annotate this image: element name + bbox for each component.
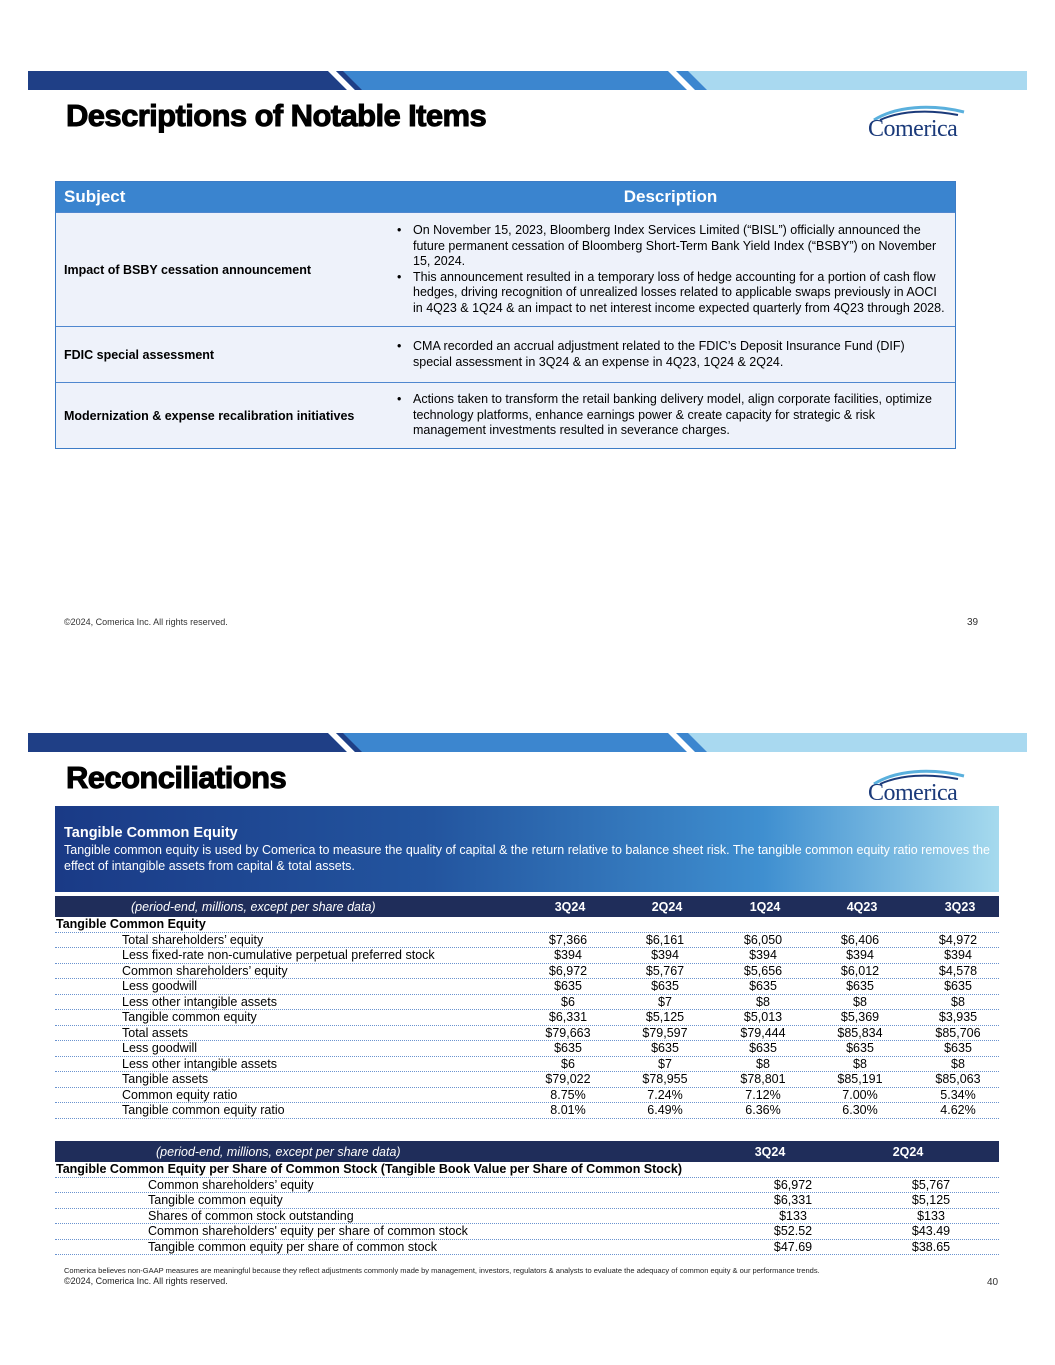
row-subject: FDIC special assessment — [64, 347, 215, 362]
comerica-logo — [866, 766, 976, 806]
cell-value: $38.65 — [911, 1239, 951, 1254]
cell-value: $635 — [944, 979, 972, 993]
table-header — [55, 896, 999, 917]
subject-header: Subject — [64, 187, 126, 206]
logo-wordmark: Comerica — [868, 116, 958, 142]
cell-value: $8 — [951, 1056, 965, 1071]
header-label: (period-end, millions, except per share data) — [156, 1144, 401, 1159]
bullet-icon: • — [397, 269, 402, 284]
row-description — [386, 219, 955, 320]
cell-value: $78,955 — [642, 1072, 688, 1086]
copyright: ©2024, Comerica Inc. All rights reserved. — [64, 617, 228, 627]
header-band — [28, 733, 1027, 752]
cell-value: $85,706 — [935, 1025, 981, 1040]
cell-value: $85,834 — [837, 1025, 883, 1040]
cell-value: $78,801 — [740, 1072, 786, 1086]
cell-value: $85,191 — [837, 1072, 883, 1086]
cell-value: $394 — [944, 948, 972, 962]
cell-value: $6,012 — [840, 963, 880, 978]
table-row — [55, 1072, 999, 1088]
row-label: Tangible assets — [122, 1072, 209, 1086]
row-label: Common shareholders' equity per share of common stock — [148, 1224, 468, 1238]
row-label: Tangible common equity — [122, 1010, 257, 1024]
cell-value: $394 — [749, 948, 777, 962]
cell-value: $635 — [846, 979, 874, 993]
table-header — [55, 1141, 999, 1162]
table-header — [56, 182, 955, 212]
notable-items-table — [55, 181, 956, 449]
table-row — [56, 382, 955, 448]
row-label: Less goodwill — [122, 1041, 198, 1055]
row-label: Tangible common equity per share of common stock — [148, 1239, 438, 1254]
table-row — [55, 1178, 999, 1194]
cell-value: $79,444 — [740, 1025, 786, 1040]
cell-value: $7 — [658, 994, 672, 1009]
cell-value: 6.30% — [842, 1103, 878, 1117]
cell-value: $4,972 — [938, 932, 978, 947]
page-number: 40 — [987, 1277, 999, 1288]
cell-value: 5.34% — [940, 1087, 976, 1102]
cell-value: $394 — [651, 948, 679, 962]
cell-value: $5,656 — [743, 963, 783, 978]
cell-value: $635 — [749, 1041, 777, 1055]
comerica-logo — [866, 102, 976, 142]
section-title: Tangible Common Equity per Share of Common Stock (Tangible Book Value per Share of Common Stock) — [55, 1162, 999, 1178]
header-band — [28, 71, 1027, 90]
description-header: Description — [623, 187, 718, 206]
row-label: Common equity ratio — [122, 1087, 238, 1102]
cell-value: $6 — [561, 994, 575, 1009]
column-header: 2Q24 — [651, 899, 683, 914]
page-number: 39 — [967, 617, 979, 628]
cell-value: $8 — [853, 994, 867, 1009]
cell-value: $635 — [749, 979, 777, 993]
cell-value: 4.62% — [940, 1103, 976, 1117]
row-label: Total shareholders’ equity — [122, 932, 264, 947]
table-row — [55, 1240, 999, 1256]
section-title: Tangible Common Equity — [55, 917, 999, 933]
row-label: Common shareholders’ equity — [148, 1177, 314, 1192]
tce-description-box — [55, 806, 999, 892]
cell-value: $635 — [651, 1041, 679, 1055]
table-row — [55, 1193, 999, 1209]
table-row — [55, 995, 999, 1011]
list-item: • CMA recorded an accrual adjustment related to the FDIC’s Deposit Insurance Fund (DIF) special assessment in 3Q24 & an expense in 4Q23, 1Q24 & 2Q24. — [386, 339, 947, 370]
cell-value: $7 — [658, 1056, 672, 1071]
list-item: • This announcement resulted in a temporary loss of hedge accounting for a portion of cash flow hedges, driving recognition of unrealized losses related to applicable swaps previously in AOCI in 4Q23 & 1Q24 & an impact to net interest income expected quarterly from 4Q23 through 2028. — [386, 270, 947, 317]
bullet-icon: • — [397, 223, 402, 237]
row-description — [386, 335, 955, 374]
box-text: Tangible common equity is used by Comerica to measure the quality of capital & the return relative to balance sheet risk. The tangible common equity ratio removes the effect of intangible assets from capital & total assets. — [64, 843, 990, 873]
header-label: (period-end, millions, except per share data) — [131, 899, 376, 914]
cell-value: $4,578 — [938, 963, 978, 978]
list-item: • Actions taken to transform the retail banking delivery model, align corporate facilities, optimize technology platforms, enhance earnings power & create capacity for strategic & risk management investments resulted in severance charges. — [386, 392, 947, 439]
table-row — [55, 948, 999, 964]
cell-value: $5,125 — [911, 1193, 951, 1207]
row-label: Tangible common equity ratio — [122, 1103, 285, 1117]
cell-value: $394 — [554, 948, 582, 962]
cell-value: $6 — [561, 1056, 575, 1071]
tce-table — [55, 896, 999, 1119]
table-row — [55, 1088, 999, 1104]
row-label: Tangible common equity — [148, 1193, 283, 1207]
row-subject: Impact of BSBY cessation announcement — [64, 262, 312, 277]
page-title: Descriptions of Notable Items — [66, 98, 487, 133]
column-header: 3Q24 — [554, 899, 586, 914]
cell-value: $635 — [944, 1041, 972, 1055]
table-row — [55, 1026, 999, 1042]
cell-value: $133 — [779, 1208, 807, 1223]
column-header: 2Q24 — [892, 1144, 924, 1159]
row-label: Less goodwill — [122, 979, 198, 993]
cell-value: $79,022 — [545, 1072, 591, 1086]
cell-value: $52.52 — [773, 1224, 813, 1238]
cell-value: 7.12% — [745, 1087, 781, 1102]
cell-value: $8 — [951, 994, 965, 1009]
cell-value: 8.01% — [550, 1103, 586, 1117]
cell-value: $635 — [651, 979, 679, 993]
row-label: Less other intangible assets — [122, 994, 277, 1009]
column-header: 3Q23 — [944, 899, 976, 914]
copyright: ©2024, Comerica Inc. All rights reserved. — [64, 1276, 228, 1286]
cell-value: $7,366 — [548, 932, 588, 947]
cell-value: $5,013 — [743, 1010, 783, 1024]
row-subject: Modernization & expense recalibration initiatives — [64, 408, 355, 423]
cell-value: $47.69 — [773, 1239, 813, 1254]
row-label: Less other intangible assets — [122, 1056, 277, 1071]
cell-value: $5,369 — [840, 1010, 880, 1024]
cell-value: $6,050 — [743, 932, 783, 947]
table-row — [55, 979, 999, 995]
bullet-icon: • — [397, 339, 402, 353]
table-row — [55, 1103, 999, 1119]
table-row — [55, 1209, 999, 1225]
cell-value: 7.24% — [647, 1087, 683, 1102]
table-row — [56, 326, 955, 382]
cell-value: $6,972 — [773, 1177, 813, 1192]
cell-value: 6.36% — [745, 1103, 781, 1117]
cell-value: $5,767 — [911, 1177, 951, 1192]
cell-value: $43.49 — [911, 1224, 951, 1238]
bullet-icon: • — [397, 392, 402, 407]
cell-value: $5,125 — [645, 1010, 685, 1024]
table-row — [55, 1224, 999, 1240]
table-row — [55, 1041, 999, 1057]
cell-value: $8 — [853, 1056, 867, 1071]
table-body — [55, 933, 999, 1119]
cell-value: $85,063 — [935, 1072, 981, 1086]
tbv-table — [55, 1141, 999, 1255]
row-description — [386, 388, 955, 443]
table-row — [55, 1010, 999, 1026]
table-body — [55, 1178, 999, 1256]
cell-value: $635 — [554, 1041, 582, 1055]
logo-wordmark: Comerica — [868, 780, 958, 806]
row-label: Less fixed-rate non-cumulative perpetual preferred stock — [122, 948, 435, 962]
cell-value: 6.49% — [647, 1103, 683, 1117]
row-label: Shares of common stock outstanding — [148, 1208, 354, 1223]
cell-value: $394 — [846, 948, 874, 962]
cell-value: $6,161 — [645, 932, 685, 947]
cell-value: $8 — [756, 1056, 770, 1071]
cell-value: $133 — [917, 1208, 945, 1223]
cell-value: $79,663 — [545, 1025, 591, 1040]
cell-value: $6,972 — [548, 963, 588, 978]
table-row — [55, 964, 999, 980]
cell-value: 7.00% — [842, 1087, 878, 1102]
row-label: Total assets — [122, 1025, 189, 1040]
cell-value: $635 — [846, 1041, 874, 1055]
footnote: Comerica believes non-GAAP measures are meaningful because they reflect adjustments commonly made by management, investors, regulators & analysts to evaluate the adequacy of common equity & our performance trends. ©2024, Comerica Inc. All rights reserved. — [64, 1266, 820, 1286]
table-row — [55, 1057, 999, 1073]
table-row — [56, 212, 955, 326]
cell-value: 8.75% — [550, 1087, 586, 1102]
column-header: 3Q24 — [754, 1144, 786, 1159]
table-row — [55, 933, 999, 949]
cell-value: $6,331 — [548, 1010, 588, 1024]
column-header: 4Q23 — [846, 899, 878, 914]
cell-value: $5,767 — [645, 963, 685, 978]
column-header: 1Q24 — [749, 899, 781, 914]
cell-value: $79,597 — [642, 1025, 688, 1040]
box-title: Tangible Common Equity — [64, 825, 238, 841]
list-item: • On November 15, 2023, Bloomberg Index Services Limited (“BISL”) officially announced the future permanent cessation of Bloomberg Short-Term Bank Yield Index (“BSBY”) on November 15, 2024. — [386, 223, 947, 270]
cell-value: $6,331 — [773, 1193, 813, 1207]
cell-value: $8 — [756, 994, 770, 1009]
row-label: Common shareholders’ equity — [122, 963, 288, 978]
cell-value: $6,406 — [840, 932, 880, 947]
cell-value: $3,935 — [938, 1010, 978, 1024]
page-title: Reconciliations — [66, 760, 287, 795]
cell-value: $635 — [554, 979, 582, 993]
